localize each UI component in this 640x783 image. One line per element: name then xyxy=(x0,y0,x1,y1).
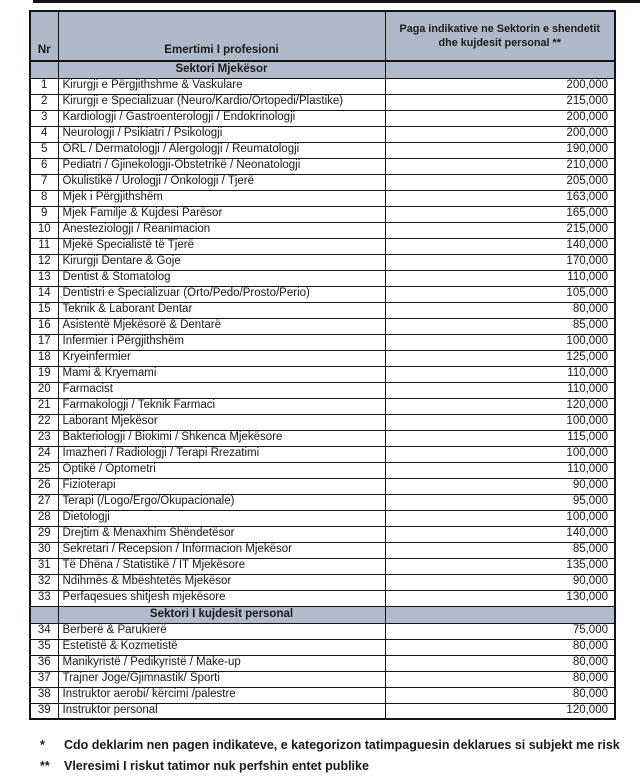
indicative-salary: 115,000 xyxy=(385,430,615,446)
indicative-salary: 90,000 xyxy=(385,478,615,494)
indicative-salary: 210,000 xyxy=(385,158,615,174)
row-number: 18 xyxy=(30,350,58,366)
indicative-salary: 125,000 xyxy=(385,350,615,366)
profession-name: Teknik & Laborant Dentar xyxy=(58,302,385,318)
indicative-salary: 170,000 xyxy=(385,254,615,270)
indicative-salary: 205,000 xyxy=(385,174,615,190)
table-row xyxy=(30,382,615,398)
table-row xyxy=(30,302,615,318)
row-number: 39 xyxy=(30,703,58,719)
indicative-salary: 130,000 xyxy=(385,590,615,606)
profession-name: Kryeinfermier xyxy=(58,350,385,366)
indicative-salary: 95,000 xyxy=(385,494,615,510)
row-number: 17 xyxy=(30,334,58,350)
profession-name: Farmakologji / Teknik Farmaci xyxy=(58,398,385,414)
indicative-salary: 215,000 xyxy=(385,94,615,110)
column-header-nr: Nr xyxy=(30,11,58,61)
row-number: 13 xyxy=(30,270,58,286)
profession-name: Instruktor aerobi/ kërcimi /palestre xyxy=(58,687,385,703)
profession-name: Dietologji xyxy=(58,510,385,526)
row-number: 9 xyxy=(30,206,58,222)
indicative-salary: 110,000 xyxy=(385,366,615,382)
indicative-salary: 100,000 xyxy=(385,414,615,430)
section-title: Sektori I kujdesit personal xyxy=(58,606,385,623)
indicative-salary: 80,000 xyxy=(385,671,615,687)
footnote-text: Vleresimi I riskut tatimor nuk perfshin entet publike xyxy=(64,759,369,773)
footnotes xyxy=(38,735,624,777)
profession-name: Neurologji / Psikiatri / Psikologji xyxy=(58,126,385,142)
table-row xyxy=(30,542,615,558)
row-number: 16 xyxy=(30,318,58,334)
top-rule xyxy=(33,0,640,3)
row-number: 29 xyxy=(30,526,58,542)
table-row xyxy=(30,350,615,366)
row-number: 27 xyxy=(30,494,58,510)
table-row xyxy=(30,703,615,719)
profession-name: Instruktor personal xyxy=(58,703,385,719)
row-number: 7 xyxy=(30,174,58,190)
row-number: 19 xyxy=(30,366,58,382)
profession-name: Perfaqesues shitjesh mjekësore xyxy=(58,590,385,606)
profession-name: Pediatri / Gjinekologji-Obstetrikë / Neonatologji xyxy=(58,158,385,174)
profession-name: Dentistri e Specializuar (Orto/Pedo/Prosto/Perio) xyxy=(58,286,385,302)
profession-name: Okulistikë / Urologji / Onkologji / Tjerë xyxy=(58,174,385,190)
row-number: 25 xyxy=(30,462,58,478)
row-number: 14 xyxy=(30,286,58,302)
row-number: 23 xyxy=(30,430,58,446)
row-number: 8 xyxy=(30,190,58,206)
row-number: 35 xyxy=(30,639,58,655)
table-row xyxy=(30,558,615,574)
profession-name: Optikë / Optometri xyxy=(58,462,385,478)
profession-name: Farmacist xyxy=(58,382,385,398)
profession-name: Ndihmës & Mbështetës Mjekësor xyxy=(58,574,385,590)
footnote-text: Cdo deklarim nen pagen indikateve, e kategorizon tatimpaguesin deklarues si subjekt me risk xyxy=(64,738,620,752)
profession-name: Të Dhëna / Statistikë / IT Mjekësore xyxy=(58,558,385,574)
profession-name: Kirurgji Dentare & Goje xyxy=(58,254,385,270)
row-number: 30 xyxy=(30,542,58,558)
row-number: 3 xyxy=(30,110,58,126)
profession-name: Kardiologji / Gastroenterologji / Endokrinologji xyxy=(58,110,385,126)
row-number: 37 xyxy=(30,671,58,687)
row-number: 6 xyxy=(30,158,58,174)
section-header-row xyxy=(30,61,615,78)
footnote-marker: ** xyxy=(40,759,50,773)
row-number: 21 xyxy=(30,398,58,414)
row-number: 11 xyxy=(30,238,58,254)
indicative-salary: 110,000 xyxy=(385,270,615,286)
profession-name: ORL / Dermatologji / Alergologji / Reumatologji xyxy=(58,142,385,158)
indicative-salary: 215,000 xyxy=(385,222,615,238)
profession-name: Mjek Familje & Kujdesi Parësor xyxy=(58,206,385,222)
indicative-salary: 110,000 xyxy=(385,462,615,478)
indicative-salary: 120,000 xyxy=(385,703,615,719)
profession-name: Laborant Mjekësor xyxy=(58,414,385,430)
table-row xyxy=(30,206,615,222)
profession-name: Imazheri / Radiologji / Terapi Rrezatimi xyxy=(58,446,385,462)
section-spacer-left xyxy=(30,61,58,78)
row-number: 26 xyxy=(30,478,58,494)
indicative-salary: 90,000 xyxy=(385,574,615,590)
indicative-salary: 100,000 xyxy=(385,510,615,526)
indicative-salary: 165,000 xyxy=(385,206,615,222)
indicative-salary: 190,000 xyxy=(385,142,615,158)
indicative-salary: 105,000 xyxy=(385,286,615,302)
row-number: 20 xyxy=(30,382,58,398)
table-row xyxy=(30,222,615,238)
row-number: 31 xyxy=(30,558,58,574)
indicative-salary: 200,000 xyxy=(385,78,615,94)
indicative-salary: 80,000 xyxy=(385,639,615,655)
profession-name: Fizioterapi xyxy=(58,478,385,494)
table-row xyxy=(30,494,615,510)
indicative-salary: 75,000 xyxy=(385,623,615,639)
table-row xyxy=(30,270,615,286)
section-spacer-left xyxy=(30,606,58,623)
row-number: 4 xyxy=(30,126,58,142)
indicative-salary: 120,000 xyxy=(385,398,615,414)
row-number: 28 xyxy=(30,510,58,526)
table-row xyxy=(30,318,615,334)
profession-name: Dentist & Stomatolog xyxy=(58,270,385,286)
indicative-salary: 80,000 xyxy=(385,302,615,318)
row-number: 22 xyxy=(30,414,58,430)
table-row xyxy=(30,478,615,494)
table-row xyxy=(30,110,615,126)
table-row xyxy=(30,510,615,526)
footnote xyxy=(38,735,624,756)
profession-name: Infermier i Përgjithshëm xyxy=(58,334,385,350)
profession-name: Kirurgji e Specializuar (Neuro/Kardio/Ortopedi/Plastike) xyxy=(58,94,385,110)
table-row xyxy=(30,623,615,639)
profession-name: Asistentë Mjekësorë & Dentarë xyxy=(58,318,385,334)
row-number: 36 xyxy=(30,655,58,671)
row-number: 2 xyxy=(30,94,58,110)
table-row xyxy=(30,238,615,254)
indicative-salary: 85,000 xyxy=(385,542,615,558)
column-header-profession: Emertimi I profesioni xyxy=(58,11,385,61)
row-number: 33 xyxy=(30,590,58,606)
indicative-salary: 110,000 xyxy=(385,382,615,398)
profession-name: Sekretari / Recepsion / Informacion Mjekësor xyxy=(58,542,385,558)
table-row xyxy=(30,671,615,687)
row-number: 38 xyxy=(30,687,58,703)
table-header-row xyxy=(30,11,615,61)
column-header-salary: Paga indikative ne Sektorin e shendetit dhe kujdesit personal ** xyxy=(385,11,615,61)
table-row xyxy=(30,639,615,655)
indicative-salary: 80,000 xyxy=(385,687,615,703)
row-number: 32 xyxy=(30,574,58,590)
profession-name: Bakteriologji / Biokimi / Shkenca Mjekësore xyxy=(58,430,385,446)
footnote-marker: * xyxy=(40,738,45,752)
table-row xyxy=(30,687,615,703)
indicative-salary: 80,000 xyxy=(385,655,615,671)
row-number: 1 xyxy=(30,78,58,94)
indicative-salary: 200,000 xyxy=(385,110,615,126)
indicative-salary: 135,000 xyxy=(385,558,615,574)
section-spacer-right xyxy=(385,606,615,623)
row-number: 5 xyxy=(30,142,58,158)
table-row xyxy=(30,286,615,302)
row-number: 24 xyxy=(30,446,58,462)
profession-name: Anesteziologji / Reanimacion xyxy=(58,222,385,238)
section-title: Sektori Mjekësor xyxy=(58,61,385,78)
table-row xyxy=(30,430,615,446)
indicative-salary: 140,000 xyxy=(385,238,615,254)
indicative-salary-table xyxy=(29,10,616,720)
table-row xyxy=(30,158,615,174)
profession-name: Trajner Joge/Gjimnastik/ Sporti xyxy=(58,671,385,687)
indicative-salary: 100,000 xyxy=(385,446,615,462)
profession-name: Kirurgji e Përgjithshme & Vaskulare xyxy=(58,78,385,94)
table-row xyxy=(30,78,615,94)
profession-name: Mjek i Përgjithshëm xyxy=(58,190,385,206)
indicative-salary: 140,000 xyxy=(385,526,615,542)
section-header-row xyxy=(30,606,615,623)
row-number: 34 xyxy=(30,623,58,639)
profession-name: Manikyristë / Pedikyristë / Make-up xyxy=(58,655,385,671)
row-number: 12 xyxy=(30,254,58,270)
indicative-salary: 100,000 xyxy=(385,334,615,350)
table-row xyxy=(30,462,615,478)
row-number: 10 xyxy=(30,222,58,238)
profession-name: Berberë & Parukierë xyxy=(58,623,385,639)
profession-name: Terapi (/Logo/Ergo/Okupacionale) xyxy=(58,494,385,510)
table-row xyxy=(30,446,615,462)
indicative-salary: 200,000 xyxy=(385,126,615,142)
table-row xyxy=(30,414,615,430)
indicative-salary: 163,000 xyxy=(385,190,615,206)
profession-name: Mami & Kryemami xyxy=(58,366,385,382)
table-row xyxy=(30,126,615,142)
section-spacer-right xyxy=(385,61,615,78)
indicative-salary: 85,000 xyxy=(385,318,615,334)
table-row xyxy=(30,366,615,382)
table-row xyxy=(30,590,615,606)
table-row xyxy=(30,142,615,158)
profession-name: Drejtim & Menaxhim Shëndetësor xyxy=(58,526,385,542)
table-row xyxy=(30,190,615,206)
table-row xyxy=(30,655,615,671)
table-row xyxy=(30,574,615,590)
table-row xyxy=(30,398,615,414)
profession-name: Estetistë & Kozmetistë xyxy=(58,639,385,655)
table-row xyxy=(30,94,615,110)
footnote xyxy=(38,756,624,777)
table-row xyxy=(30,526,615,542)
row-number: 15 xyxy=(30,302,58,318)
table-row xyxy=(30,334,615,350)
table-row xyxy=(30,254,615,270)
table-row xyxy=(30,174,615,190)
profession-name: Mjekë Specialistë të Tjerë xyxy=(58,238,385,254)
